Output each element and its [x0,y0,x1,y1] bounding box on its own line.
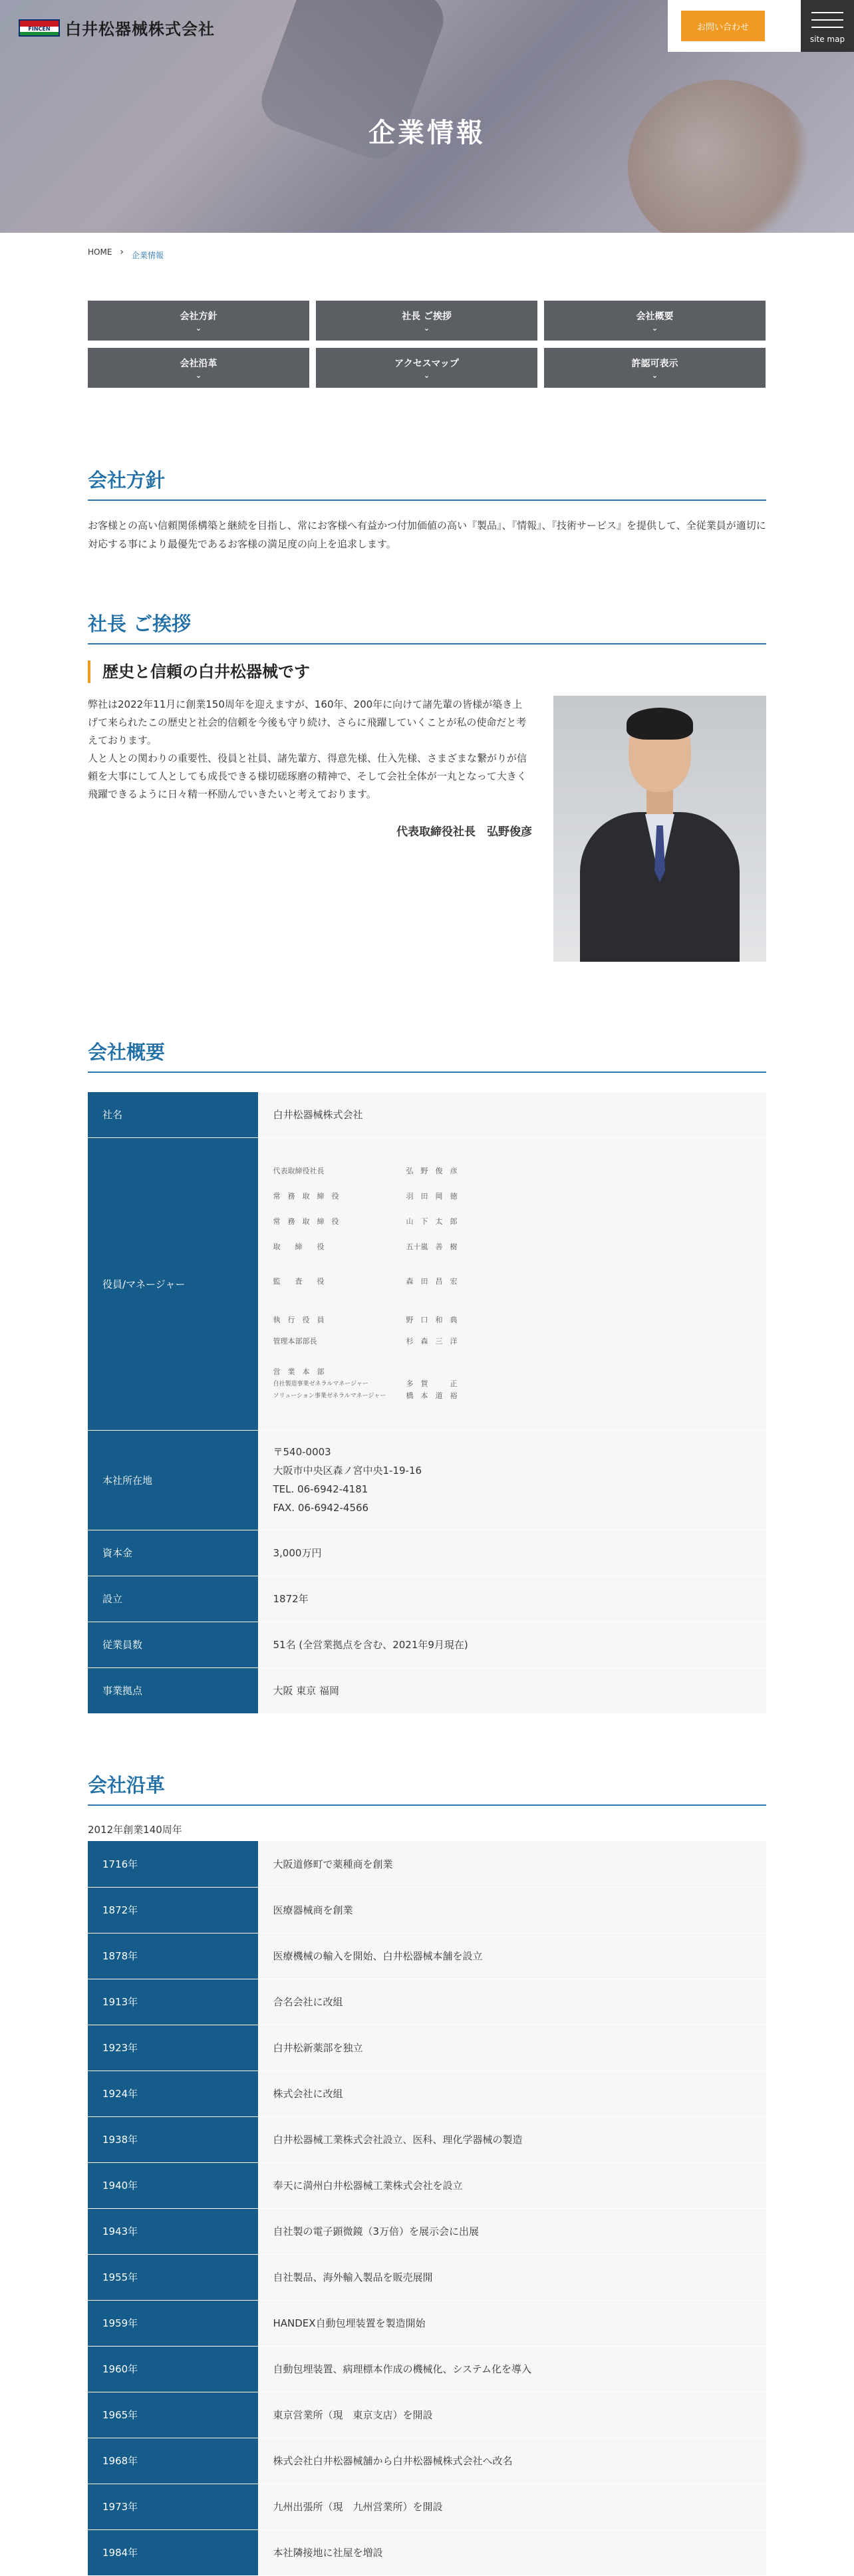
greeting-paragraph-2: 人と人との関わりの重要性、役員と社員、諸先輩方、得意先様、仕入先様、さまざまな繋がりが信頼を大事にして人としても成長できる様切磋琢磨の精神で、そして会社全体が一丸となって大きく飛躍できるように日々精一杯励んでいきたいと考えております。 [88,752,527,800]
overview-title: 会社概要 [88,1038,766,1073]
row-label: 本社所在地 [88,1430,258,1530]
tab-label: 会社方針 [180,311,217,322]
row-value: 51名 (全営業拠点を含む、2021年9月現在) [258,1622,766,1667]
logo-mark-text: FINCEN [28,25,51,32]
fax: FAX. 06-6942-4566 [273,1502,369,1514]
officer-name: 山 下 太 郎 [406,1217,458,1226]
history-year: 1955年 [88,2254,258,2300]
table-row [88,1841,766,1887]
history-event: 白井松新薬部を独立 [258,2025,766,2071]
officer-name: 森 田 昌 宏 [406,1277,458,1286]
address-value [258,1430,766,1530]
officer-role: 常 務 取 締 役 [273,1192,339,1201]
street-address: 大阪市中央区森ノ宮中央1-19-16 [273,1465,422,1477]
table-row [88,1887,766,1933]
history-year: 1923年 [88,2025,258,2071]
history-event: 自社製の電子顕微鏡（3万倍）を展示会に出展 [258,2208,766,2254]
officer-role: 監 査 役 [273,1277,325,1286]
table-row [88,2025,766,2071]
breadcrumb [88,243,164,261]
contact-button[interactable]: お問い合わせ [681,11,765,41]
company-name: 白井松器械株式会社 [65,20,215,39]
history-event: 九州出張所（現 九州営業所）を開設 [258,2484,766,2529]
president-signature: 代表取締役社長 弘野俊彦 [396,825,532,839]
officer-name: 多 賀 正 [406,1379,458,1388]
greeting-title: 社長 ご挨拶 [88,609,766,644]
officer-role: 代表取締役社長 [273,1167,325,1175]
history-event: 医療機械の輸入を開始、白井松器械本舗を設立 [258,1933,766,1979]
history-year: 1913年 [88,1979,258,2025]
logo-mark [19,19,60,37]
row-label: 事業拠点 [88,1667,258,1713]
table-row [88,2162,766,2208]
officer-name: 五十嵐 善 樹 [406,1242,458,1251]
table-row [88,1430,766,1530]
tab-label: アクセスマップ [394,358,459,369]
page-title: 企業情報 [368,118,486,148]
history-year: 1872年 [88,1887,258,1933]
history-event: 大阪道修町で薬種商を創業 [258,1841,766,1887]
hero-header [0,0,854,233]
table-row [88,2438,766,2484]
table-row [88,2392,766,2438]
policy-text: お客様との高い信頼関係構築と継続を目指し、常にお客様へ有益かつ付加価値の高い『製品』、『情報』、『技術サービス』を提供して、全従業員が適切に対応する事により最優先であるお客様の満足度の向上を追求します。 [88,519,766,550]
tab-label: 会社概要 [636,311,674,322]
history-year: 1924年 [88,2071,258,2116]
table-row [88,1622,766,1667]
table-row [88,2300,766,2346]
officer-name: 弘 野 俊 彦 [406,1167,458,1175]
postal-code: 〒540-0003 [273,1446,331,1458]
greeting-paragraph-1: 弊社は2022年11月に創業150周年を迎えますが、160年、200年に向けて諸先輩の皆様が築き上げて来られたこの歴史と社会的信頼を今後も守り続け、さらに飛躍していくことが私の使命だと考えております。 [88,698,527,746]
officer-name: 羽 田 岡 徳 [406,1192,458,1201]
tab-greeting[interactable] [316,301,537,341]
officer-role: 営 業 本 部 [273,1367,325,1376]
history-event: HANDEX自動包埋装置を製造開始 [258,2300,766,2346]
table-row [88,2116,766,2162]
row-value: 1872年 [258,1576,766,1622]
history-year: 1716年 [88,1841,258,1887]
breadcrumb-chevron-icon: › [120,246,124,257]
table-row [88,2254,766,2300]
tab-access-map[interactable] [316,348,537,388]
tab-label: 会社沿革 [180,358,217,369]
row-value: 大阪 東京 福岡 [258,1667,766,1713]
president-photo [553,696,766,962]
table-row [88,1979,766,2025]
chevron-down-icon: ⌄ [423,370,430,380]
table-row [88,1530,766,1576]
breadcrumb-home[interactable]: HOME [88,247,112,257]
company-overview-table [88,1092,766,1714]
officers-list [258,1137,766,1430]
history-event: 合名会社に改組 [258,1979,766,2025]
history-event: 本社隣接地に社屋を増設 [258,2529,766,2575]
history-year: 1960年 [88,2346,258,2392]
chevron-down-icon: ⌄ [423,323,430,333]
history-year: 1984年 [88,2529,258,2575]
officer-name: 野 口 和 典 [406,1316,458,1324]
history-year: 1938年 [88,2116,258,2162]
history-event: 自社製品、海外輸入製品を販売展開 [258,2254,766,2300]
chevron-down-icon: ⌄ [651,370,658,380]
tab-label: 社長 ご挨拶 [402,311,452,322]
table-row [88,2346,766,2392]
row-label: 社名 [88,1092,258,1137]
history-event: 株式会社白井松器械舗から白井松器械株式会社へ改名 [258,2438,766,2484]
history-event: 株式会社に改組 [258,2071,766,2116]
history-year: 1973年 [88,2484,258,2529]
history-title: 会社沿革 [88,1771,766,1806]
officer-role: 自社製造事業ゼネラルマネージャー [273,1381,368,1387]
history-year: 1943年 [88,2208,258,2254]
company-logo[interactable] [19,16,215,39]
history-table [88,1841,766,2576]
table-row [88,2071,766,2116]
breadcrumb-current: 企業情報 [132,251,164,260]
chevron-down-icon: ⌄ [195,370,202,380]
history-year: 1965年 [88,2392,258,2438]
officer-role: 管理本部部長 [273,1337,317,1346]
officer-name: 橋 本 道 裕 [406,1391,458,1400]
row-label: 資本金 [88,1530,258,1576]
table-row [88,2529,766,2575]
tab-label: 許認可表示 [631,358,678,369]
tab-policy[interactable] [88,301,309,341]
history-event: 白井松器械工業株式会社設立、医科、理化学器械の製造 [258,2116,766,2162]
history-year: 1959年 [88,2300,258,2346]
tab-overview[interactable] [544,301,766,341]
sitemap-label: site map [809,35,845,44]
row-value: 白井松器械株式会社 [258,1092,766,1137]
officer-name [406,1366,486,1378]
row-value: 3,000万円 [258,1530,766,1576]
section-tabs [88,301,766,388]
row-label: 役員/マネージャー [88,1137,258,1430]
row-label: 設立 [88,1576,258,1622]
tab-license[interactable] [544,348,766,388]
table-row [88,2208,766,2254]
table-row [88,1137,766,1430]
greeting-body [88,696,532,803]
history-year: 1968年 [88,2438,258,2484]
officer-role: 取 締 役 [273,1242,325,1251]
officer-role: 常 務 取 締 役 [273,1217,339,1226]
table-row [88,1576,766,1622]
hamburger-icon [811,12,843,34]
tab-history[interactable] [88,348,309,388]
history-event: 医療器械商を創業 [258,1887,766,1933]
officer-role: 執 行 役 員 [273,1316,325,1324]
table-row [88,2484,766,2529]
sitemap-menu-button[interactable] [801,0,854,52]
officer-role: ソリューション事業ゼネラルマネージャー [273,1393,386,1399]
greeting-heading: 歴史と信頼の白井松器械です [88,660,310,683]
history-event: 奉天に満州白井松器械工業株式会社を設立 [258,2162,766,2208]
table-row [88,1933,766,1979]
chevron-down-icon: ⌄ [651,323,658,333]
telephone: TEL. 06-6942-4181 [273,1483,368,1495]
table-row [88,1667,766,1713]
policy-title: 会社方針 [88,466,766,501]
history-event: 自動包埋装置、病理標本作成の機械化、システム化を導入 [258,2346,766,2392]
history-subtitle: 2012年創業140周年 [88,1824,182,1836]
history-year: 1940年 [88,2162,258,2208]
officer-name: 杉 森 三 洋 [406,1337,458,1346]
table-row [88,1092,766,1137]
row-label: 従業員数 [88,1622,258,1667]
chevron-down-icon: ⌄ [195,323,202,333]
history-year: 1878年 [88,1933,258,1979]
history-event: 東京営業所（現 東京支店）を開設 [258,2392,766,2438]
